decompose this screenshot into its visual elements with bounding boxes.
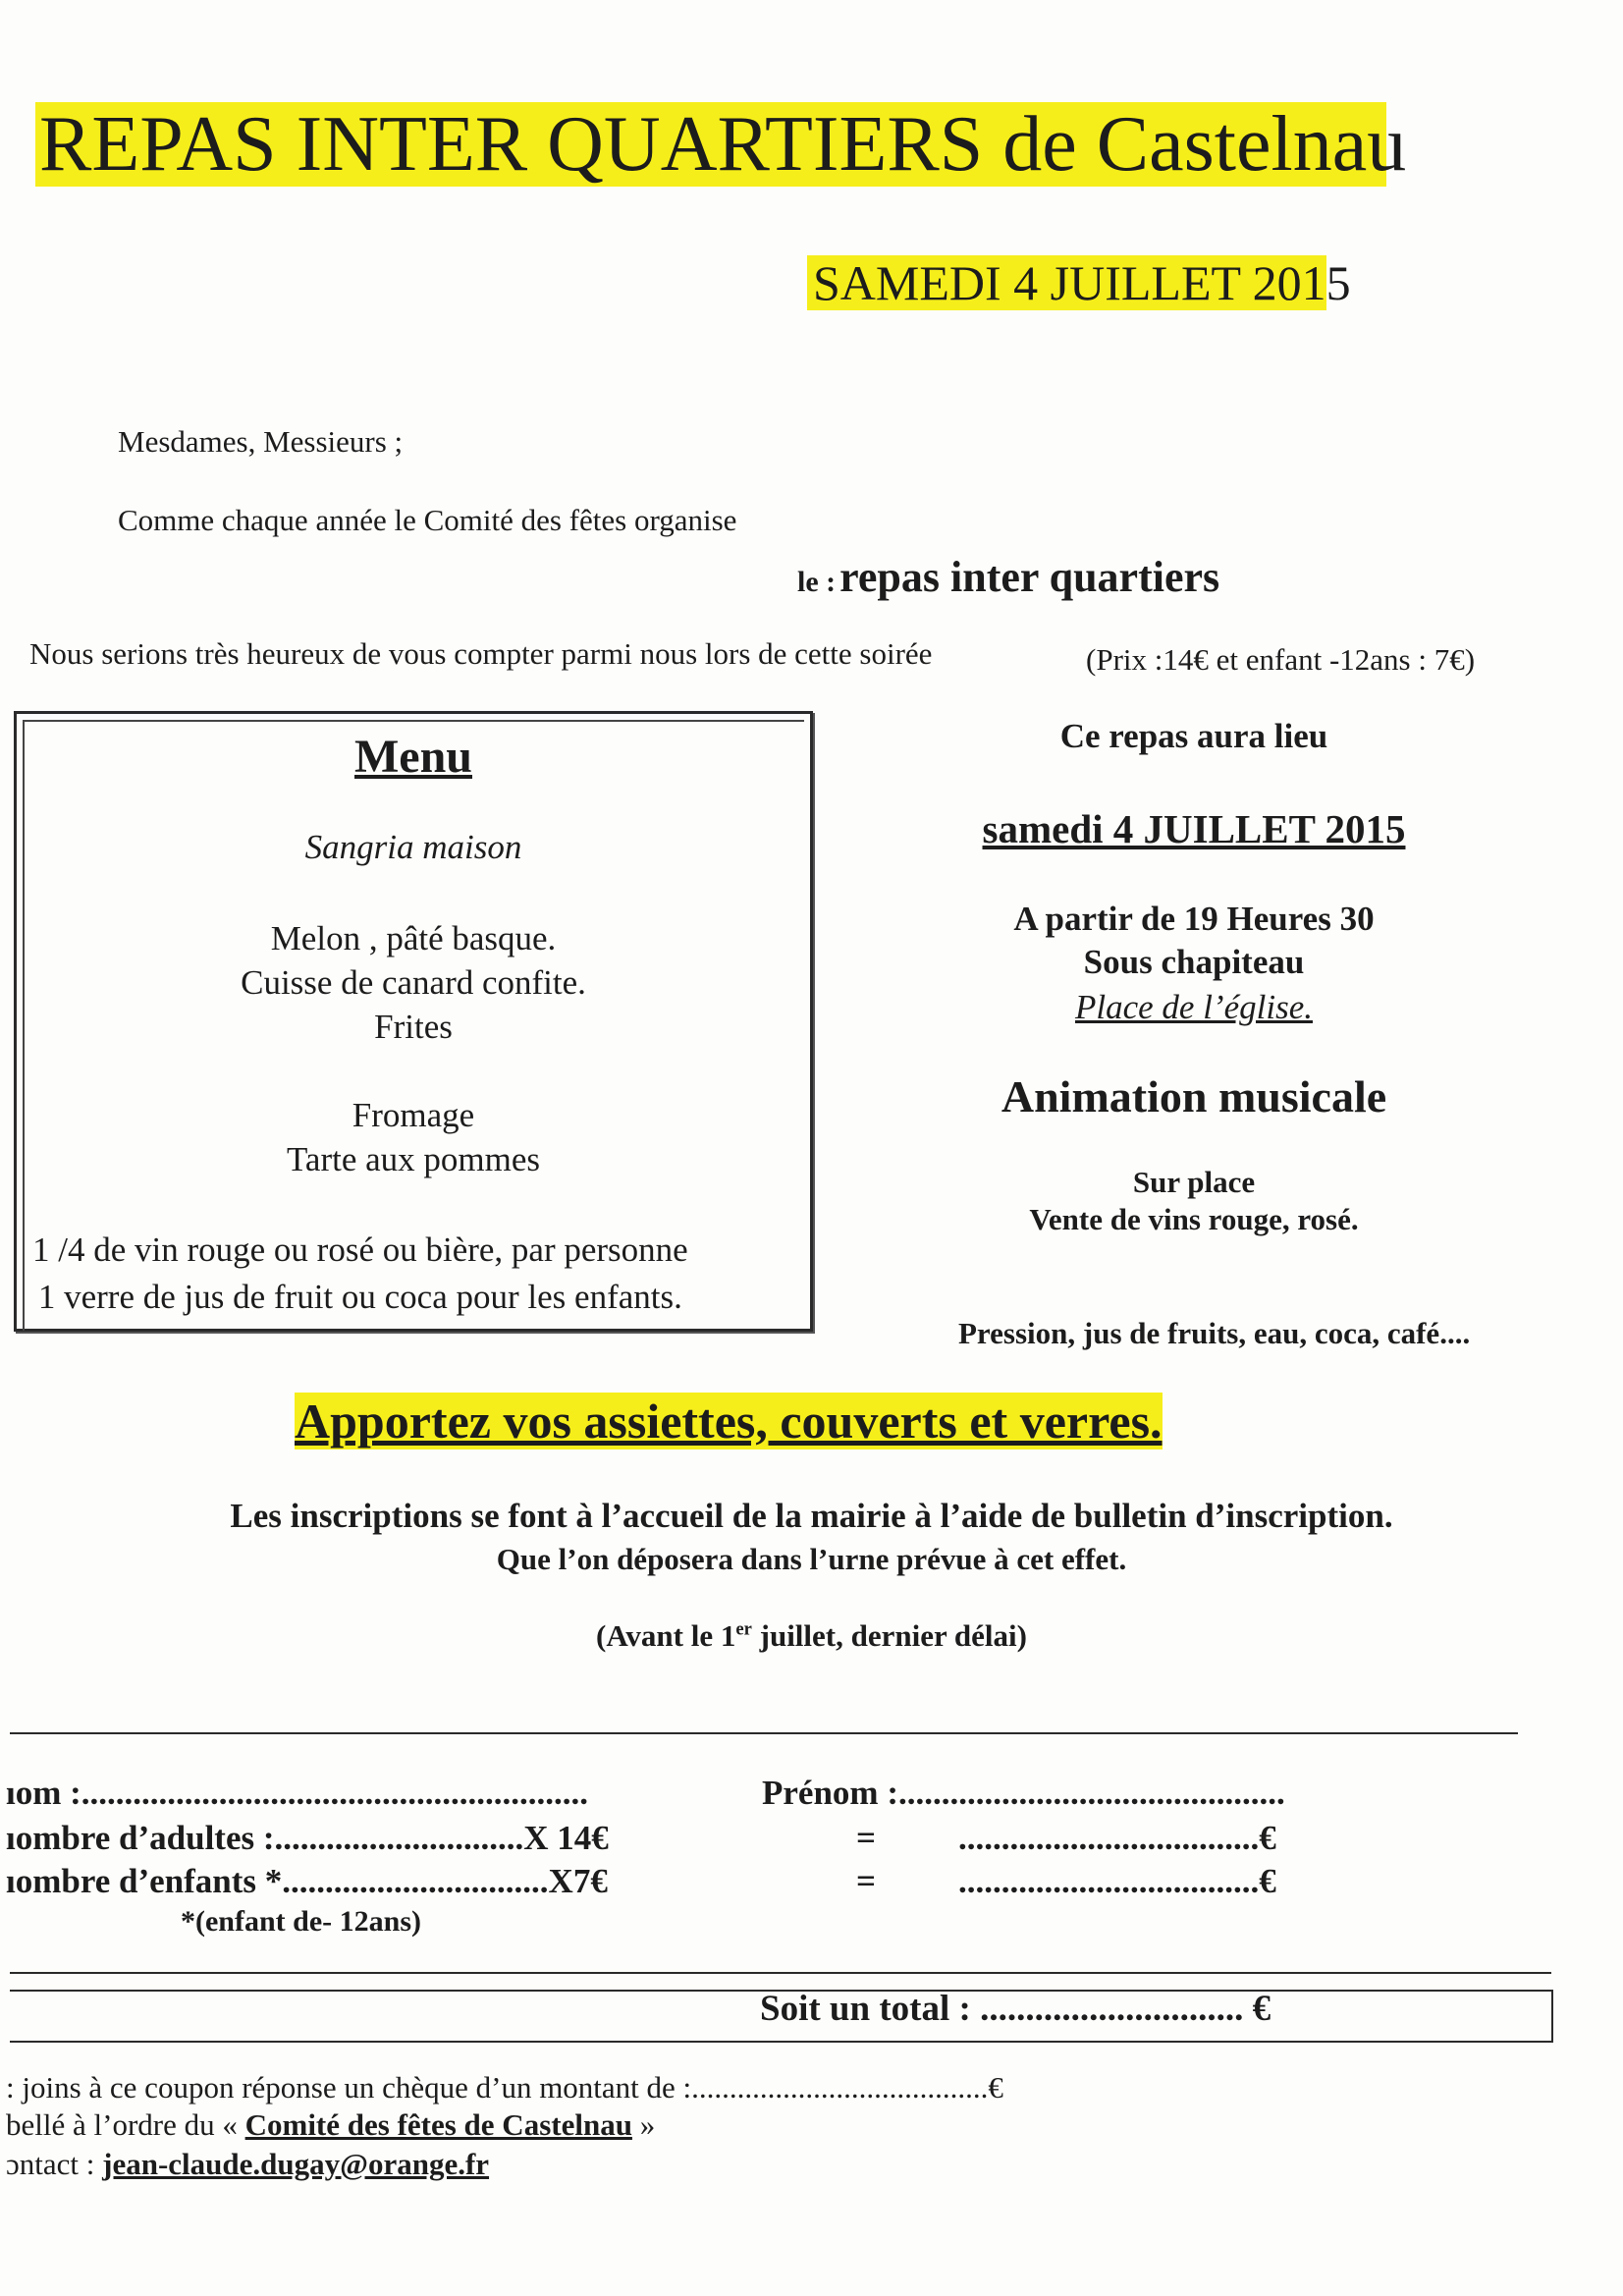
- deadline-post: juillet, dernier délai): [751, 1618, 1027, 1653]
- registration-info: Les inscriptions se font à l’accueil de la mairie à l’aide de bulletin d’inscription.: [230, 1497, 1393, 1535]
- event-date-tail: 5: [1325, 255, 1351, 310]
- divider: [10, 1732, 1518, 1734]
- children-amount-field[interactable]: ...................................€: [958, 1862, 1276, 1900]
- contact-line: [6, 2147, 489, 2182]
- event-location-heading: Ce repas aura lieu: [1059, 717, 1328, 755]
- price-info: (Prix :14€ et enfant -12ans : 7€): [1086, 642, 1476, 677]
- cheque-line[interactable]: : joins à ce coupon réponse un chèque d’un montant de :.......................................€: [6, 2070, 1003, 2105]
- menu-item: Melon , pâté basque.: [270, 919, 557, 957]
- event-date: samedi 4 JUILLET 2015: [982, 806, 1406, 851]
- contact-label: ɔntact :: [6, 2147, 103, 2181]
- event-venue: Sous chapiteau: [1083, 943, 1305, 981]
- bring-notice: Apportez vos assiettes, couverts et verres.: [295, 1394, 1163, 1449]
- wine-sales: Vente de vins rouge, rosé.: [1029, 1202, 1359, 1236]
- menu-drink-line: 1 /4 de vin rouge ou rosé ou bière, par personne: [32, 1230, 688, 1269]
- payable-to-line: [6, 2107, 655, 2143]
- event-place: Place de l’église.: [1075, 988, 1313, 1026]
- greeting: Mesdames, Messieurs ;: [118, 424, 404, 459]
- menu-aperitif: Sangria maison: [304, 828, 522, 866]
- child-age-note: *(enfant de- 12ans): [181, 1905, 421, 1938]
- adults-amount-field[interactable]: ...................................€: [958, 1819, 1276, 1857]
- event-time: A partir de 19 Heures 30: [1013, 900, 1375, 938]
- menu-box: [14, 711, 813, 1332]
- menu-item: Fromage: [352, 1096, 475, 1134]
- event-name-line: [797, 552, 1219, 602]
- payable-to-post: »: [631, 2107, 656, 2142]
- adults-count-field[interactable]: ıombre d’adultes :.............................X 14€: [6, 1819, 609, 1857]
- committee-name: Comité des fêtes de Castelnau: [244, 2107, 632, 2142]
- deadline-sup: er: [735, 1618, 752, 1640]
- prenom-field[interactable]: Prénom :.............................................: [762, 1774, 1285, 1812]
- nom-field[interactable]: ıom :...........................................................: [6, 1774, 589, 1812]
- divider: [10, 1972, 1551, 1974]
- event-date-banner: [807, 253, 1351, 312]
- ballot-box-info: Que l’on déposera dans l’urne prévue à cet effet.: [496, 1542, 1127, 1576]
- menu-item: Cuisse de canard confite.: [241, 963, 586, 1002]
- children-count-field[interactable]: ıombre d’enfants *...............................X7€: [6, 1862, 608, 1900]
- menu-title: Menu: [354, 731, 472, 783]
- intro-text: Comme chaque année le Comité des fêtes organise: [118, 503, 737, 537]
- payable-to-pre: bellé à l’ordre du «: [6, 2107, 245, 2142]
- menu-item: Tarte aux pommes: [286, 1140, 541, 1178]
- menu-item: Frites: [374, 1008, 453, 1046]
- deadline-pre: (Avant le 1: [596, 1618, 736, 1653]
- invitation-text: Nous serions très heureux de vous compter parmi nous lors de cette soirée: [29, 636, 933, 671]
- event-date-highlight: SAMEDI 4 JUILLET 201: [807, 255, 1326, 310]
- equals-sign: =: [856, 1862, 876, 1900]
- contact-email-link[interactable]: jean-claude.dugay@orange.fr: [102, 2147, 490, 2181]
- page-title: REPAS INTER QUARTIERS de Castelnau: [35, 102, 1386, 187]
- menu-drink-line: 1 verre de jus de fruit ou coca pour les enfants.: [37, 1278, 682, 1316]
- deadline: [0, 1618, 1623, 1654]
- equals-sign: =: [856, 1819, 876, 1857]
- event-animation: Animation musicale: [1001, 1071, 1387, 1121]
- on-site-label: Sur place: [1132, 1165, 1256, 1199]
- menu-drinks: [32, 1227, 688, 1321]
- drinks-available: Pression, jus de fruits, eau, coca, café....: [958, 1316, 1471, 1350]
- total-field[interactable]: Soit un total : ............................. €: [760, 1989, 1271, 2029]
- event-le-label: le :: [797, 566, 837, 598]
- event-name: repas inter quartiers: [839, 553, 1220, 601]
